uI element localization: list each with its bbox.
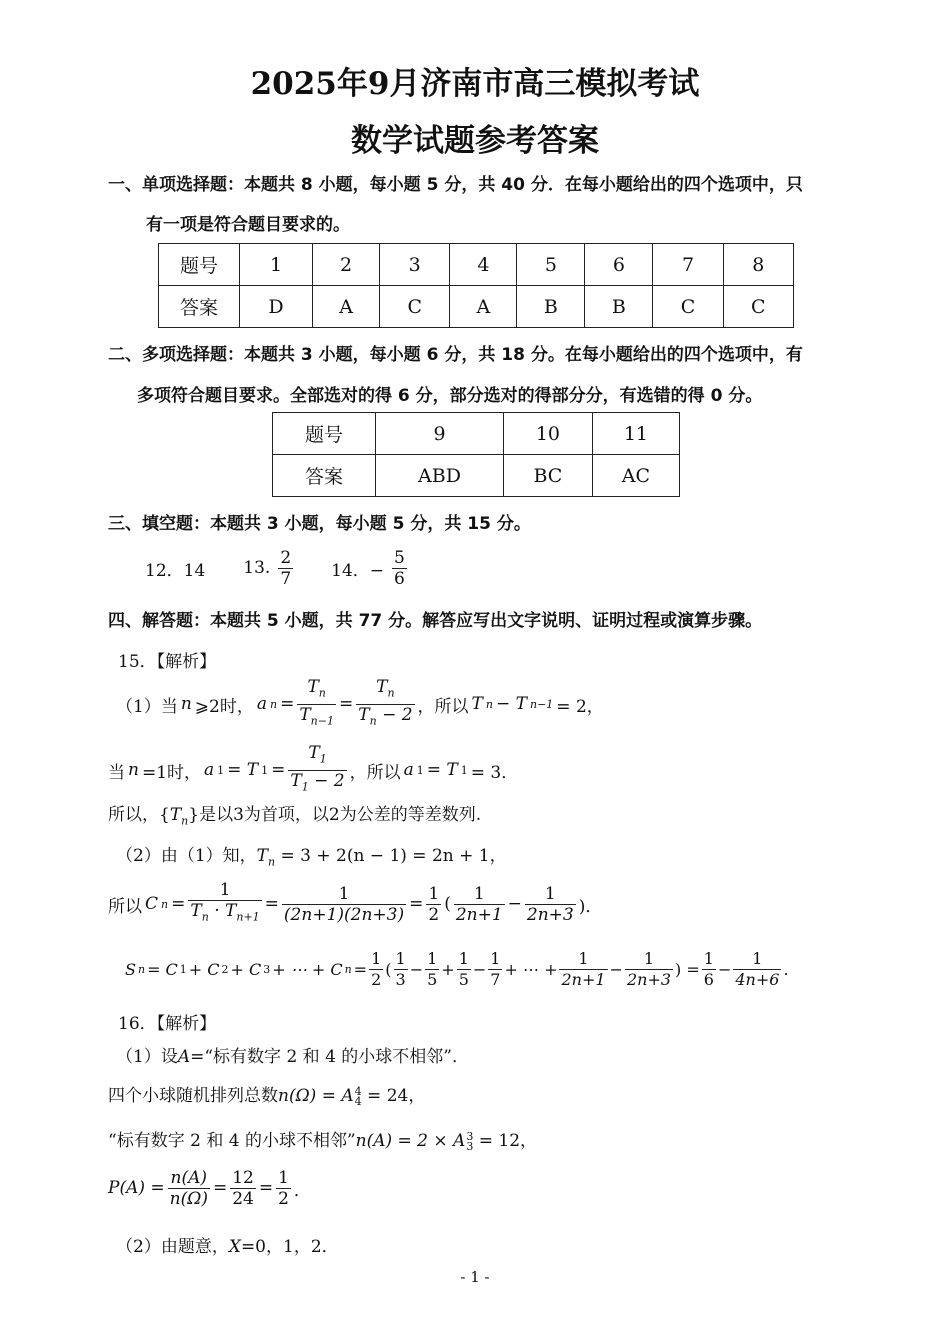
math-var: T (471, 694, 483, 714)
row-label-question: 题号 (159, 244, 240, 286)
math-var: = T (227, 760, 259, 780)
subscript: 1 (261, 763, 269, 777)
section3-heading: 三、填空题：本题共 3 小题，每小题 5 分，共 15 分。 (108, 514, 531, 534)
text: （1）当 (116, 696, 178, 717)
question-number: 6 (585, 244, 653, 286)
q16-line1 (116, 1042, 469, 1067)
fraction: $\frac{1}{2}$ (428, 883, 440, 925)
section2-answer-table (272, 412, 680, 497)
math-var: = C (147, 959, 178, 979)
math-var: n (128, 760, 139, 780)
table-row (273, 413, 680, 455)
q15-line6 (125, 945, 789, 993)
math-var: n (180, 694, 192, 714)
q15-line1 (116, 677, 604, 728)
math-var: a (403, 760, 414, 780)
question-number: 10 (504, 413, 593, 455)
math-expr: P(A) = (108, 1178, 165, 1198)
text: ( (385, 959, 392, 979)
section2-heading-line2: 多项符合题目要求。全部选对的得 6 分，部分选对的得部分分，有选错的得 0 分。 (137, 386, 763, 406)
q15-label: 15．【解析】 (118, 652, 217, 672)
fraction: $\frac{1}{7}$ (490, 948, 501, 989)
text: =0，1，2． (240, 1237, 339, 1257)
text: 当 (108, 762, 125, 783)
math-var: T (169, 805, 182, 825)
row-label-question: 题号 (273, 413, 376, 455)
answer-12: 12．14 (145, 560, 206, 581)
fraction: $\frac{T_n}{T_n - 2}$ (358, 677, 413, 727)
fraction: $\frac{1}{2n+1}$ (561, 948, 606, 989)
page-subtitle: 数学试题参考答案 (351, 123, 599, 159)
answer-13-label: 13. (243, 558, 271, 578)
fraction: $\frac{1}{2n+1}$ (455, 883, 503, 925)
text: }是以3为首项，以2为公差的等差数列. (188, 805, 482, 825)
math-var: X (228, 1237, 241, 1257)
subscript: 1 (460, 763, 468, 777)
sup-sub-stack: 3 3 (466, 1129, 474, 1153)
fraction: $\frac{1}{3}$ (395, 948, 406, 989)
fraction: $\frac{1}{2n+3}$ (626, 948, 672, 989)
answer-cell: C (723, 286, 793, 328)
fraction-denominator: 6 (394, 568, 405, 589)
q15-line4 (116, 841, 507, 868)
subscript: n−1 (529, 697, 554, 711)
text: = (171, 894, 186, 914)
subscript: n (267, 855, 276, 869)
fraction: $\frac{T_1}{T_1 - 2}$ (290, 743, 345, 793)
section4-heading: 四、解答题：本题共 5 小题，共 77 分。解答应写出文字说明、证明过程或演算步骤。 (108, 611, 763, 631)
math-var: + C (230, 959, 262, 979)
text: + ⋯ + (504, 959, 558, 979)
subscript: 1 (179, 962, 187, 976)
text: （2）由（1）知， (116, 846, 257, 866)
question-number: 3 (380, 244, 450, 286)
text: = (271, 760, 286, 780)
q16-line4 (108, 1164, 311, 1212)
answer-cell: A (313, 286, 380, 328)
text: ，所以 (417, 696, 469, 717)
fraction: $\frac{1}{2n+3}$ (526, 883, 574, 925)
section2-heading-line1: 二、多项选择题：本题共 3 小题，每小题 6 分，共 18 分。在每小题给出的四个选项中，有 (108, 345, 803, 365)
table-row (159, 286, 794, 328)
answer-cell: B (517, 286, 585, 328)
fill-blank-answers (145, 545, 407, 591)
text: = (353, 959, 368, 979)
text: . (783, 959, 789, 979)
row-label-answer: 答案 (273, 455, 376, 497)
text: )． (578, 896, 603, 917)
section1-heading-line1: 一、单项选择题：本题共 8 小题，每小题 5 分，共 40 分．在每小题给出的四个选项中，只 (108, 175, 803, 195)
text: 所以，{ (108, 805, 170, 825)
subscript: 3 (263, 962, 271, 976)
math-var: + C (188, 959, 220, 979)
text: − (609, 959, 623, 979)
fraction: $\frac{1}{T_n \cdot T_{n+1}}$ (190, 880, 260, 924)
answer-cell: C (380, 286, 450, 328)
subscript: n (269, 697, 278, 711)
text: = (264, 894, 279, 914)
text: （2）由题意， (116, 1237, 229, 1257)
answer-cell: C (653, 286, 723, 328)
answer-14-label: 14．− (331, 560, 385, 581)
text: ，所以 (349, 762, 401, 783)
text: ( (444, 894, 451, 914)
text: − (507, 894, 522, 914)
q15-line2 (108, 743, 519, 794)
subscript: 1 (217, 763, 225, 777)
fraction-numerator: 5 (394, 547, 405, 568)
fraction: $\frac{1}{2}$ (278, 1167, 289, 1209)
math-var: = T (426, 760, 458, 780)
text: = (212, 1178, 228, 1198)
text: = (258, 1178, 274, 1198)
q15-line3 (108, 800, 481, 827)
answer-cell: D (240, 286, 313, 328)
fraction: $\frac{1}{5}$ (458, 948, 469, 989)
text: = 24， (361, 1086, 426, 1106)
question-number: 9 (376, 413, 504, 455)
math-var: S (125, 959, 136, 979)
text: =1时， (141, 762, 202, 783)
subscript: 1 (416, 763, 424, 777)
answer-14-fraction (392, 548, 407, 589)
fraction: $\frac{T_n}{T_{n-1}}$ (299, 677, 334, 727)
table-row (273, 455, 680, 497)
math-var: − T (495, 694, 527, 714)
section1-answer-table (158, 243, 794, 328)
text: （1）设 (116, 1047, 178, 1067)
subscript: 2 (221, 962, 229, 976)
text: = (280, 694, 295, 714)
answer-cell: B (585, 286, 653, 328)
text: =“标有数字 2 和 4 的小球不相邻”． (190, 1047, 469, 1067)
text: − (717, 959, 732, 979)
text: + (441, 959, 455, 979)
text: − (409, 959, 424, 979)
page-number: - 1 - (460, 1268, 490, 1286)
table-row (159, 244, 794, 286)
subscript: n (161, 897, 169, 911)
q15-line5 (108, 880, 602, 928)
text: = 3． (470, 762, 519, 783)
answer-cell: A (450, 286, 517, 328)
question-number: 11 (592, 413, 679, 455)
math-expr: n(A) = 2 × A (355, 1131, 466, 1151)
text: ⩾2时， (194, 696, 254, 717)
fraction-numerator: 2 (280, 547, 292, 568)
question-number: 1 (240, 244, 313, 286)
answer-cell: ABD (376, 455, 504, 497)
q16-label: 16．【解析】 (118, 1014, 217, 1034)
fraction: $\frac{1}{2}$ (371, 948, 382, 989)
fraction: $\frac{1}{(2n+1)(2n+3)}$ (283, 883, 405, 925)
fraction-denominator: 7 (280, 568, 292, 589)
math-var: C (145, 894, 159, 914)
q16-line3 (108, 1126, 537, 1152)
text: = 3 + 2(n − 1) = 2n + 1， (275, 846, 507, 866)
fraction: $\frac{n(A)}{n(\Omega)}$ (169, 1167, 208, 1209)
text: = (338, 694, 354, 714)
answer-cell: BC (504, 455, 593, 497)
text: ． (293, 1180, 311, 1201)
question-number: 7 (653, 244, 723, 286)
page-title: 2025年9月济南市高三模拟考试 (250, 66, 700, 102)
question-number: 2 (313, 244, 380, 286)
math-var: a (256, 694, 267, 714)
fraction: $\frac{12}{24}$ (232, 1167, 254, 1209)
subscript: n (485, 697, 493, 711)
fraction: $\frac{1}{5}$ (427, 948, 438, 989)
math-var: T (256, 846, 268, 866)
subscript: n (137, 962, 146, 976)
text: ) = (675, 959, 700, 979)
q16-line2 (108, 1081, 425, 1107)
answer-13-fraction (278, 548, 293, 589)
question-number: 4 (450, 244, 517, 286)
question-number: 5 (517, 244, 585, 286)
text: 四个小球随机排列总数 (108, 1086, 278, 1106)
section1-heading-line2: 有一项是符合题目要求的。 (146, 215, 350, 235)
math-var: + ⋯ + C (272, 959, 343, 979)
math-expr: n(Ω) = A (278, 1086, 354, 1106)
row-label-answer: 答案 (159, 286, 240, 328)
q16-line5 (116, 1232, 339, 1257)
text: = 2， (556, 696, 604, 717)
text: 所以 (108, 896, 142, 917)
text: “标有数字 2 和 4 的小球不相邻” (108, 1131, 356, 1151)
text: = 12， (473, 1131, 538, 1151)
text: − (472, 959, 487, 979)
sup-sub-stack: 4 4 (354, 1084, 362, 1108)
answer-cell: AC (592, 455, 679, 497)
text: = (409, 894, 424, 914)
fraction: $\frac{1}{6}$ (703, 948, 714, 989)
fraction: $\frac{1}{4n+6}$ (735, 948, 780, 989)
question-number: 8 (723, 244, 793, 286)
subscript: n (181, 814, 189, 828)
math-var: A (177, 1047, 191, 1067)
subscript: n (344, 962, 352, 976)
math-var: a (204, 760, 215, 780)
